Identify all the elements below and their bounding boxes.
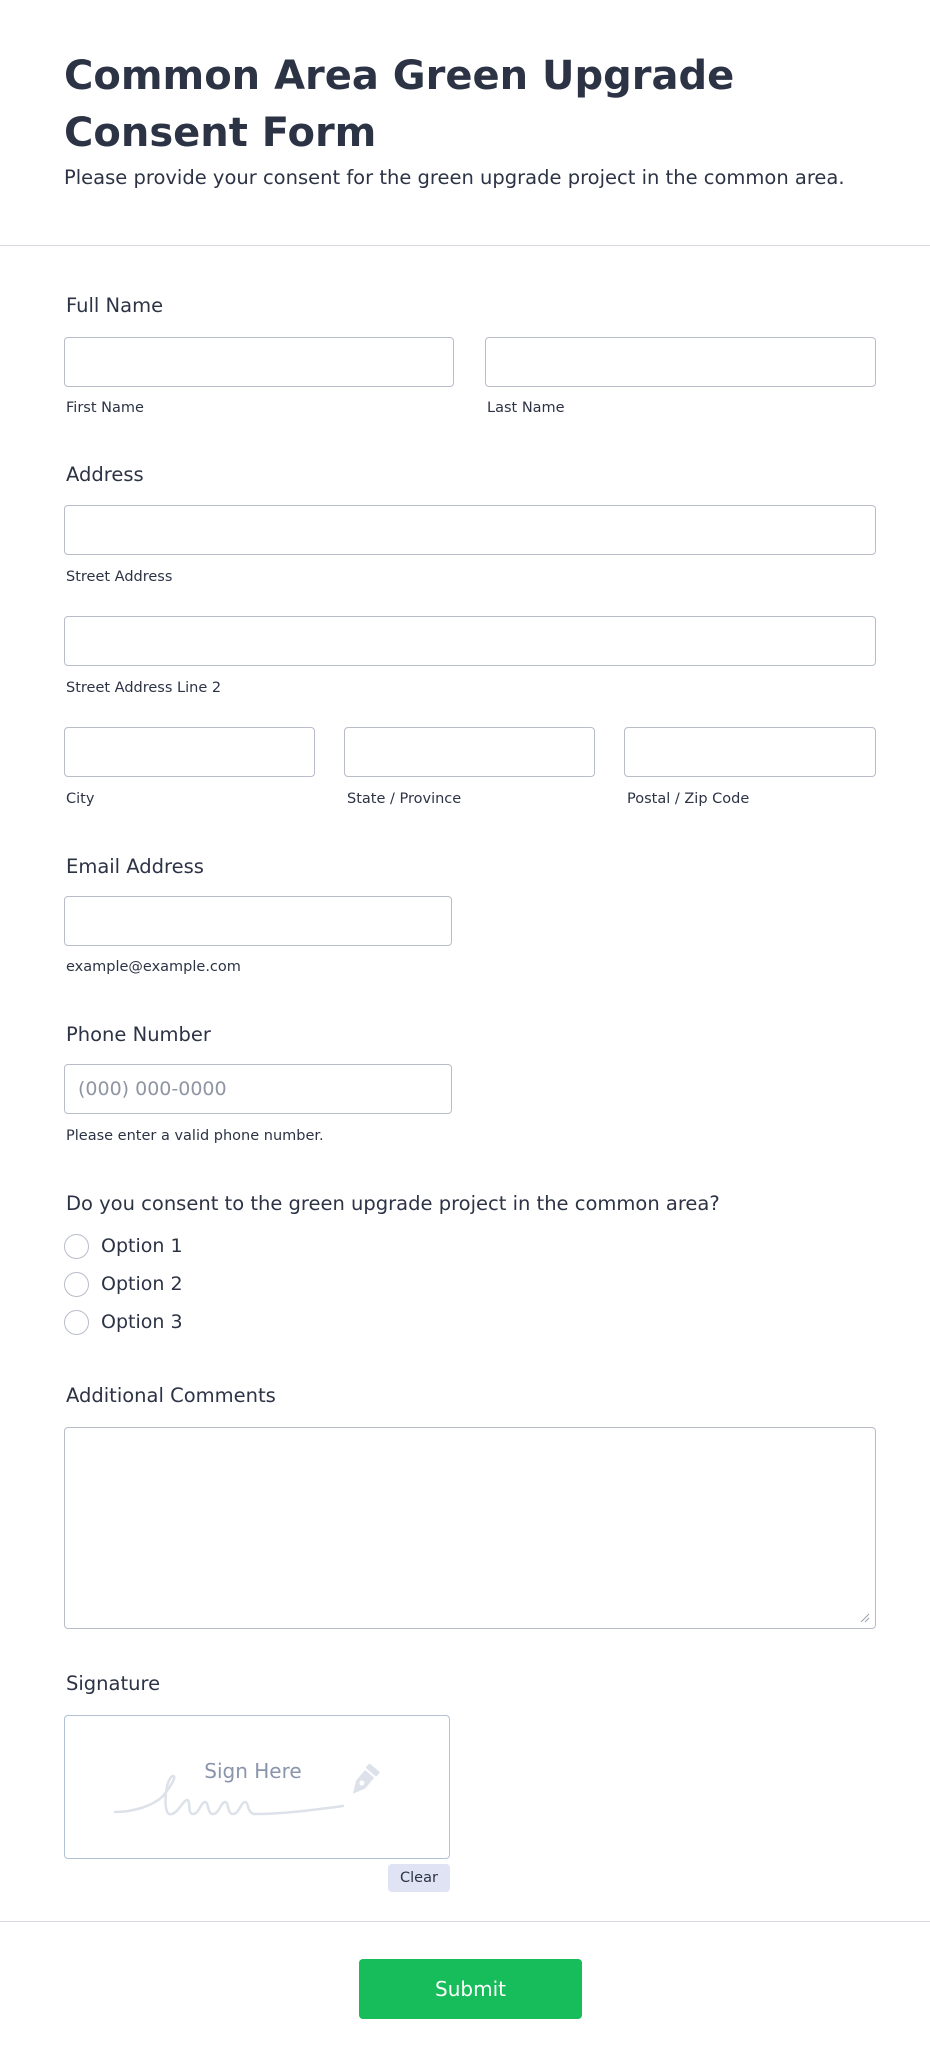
form-header [0,0,930,246]
first-name-input[interactable] [64,337,454,387]
consent-question: Do you consent to the green upgrade project in the common area? [66,1192,720,1215]
radio-label: Option 1 [101,1235,183,1257]
radio-label: Option 2 [101,1273,183,1295]
page-title: Common Area Green Upgrade Consent Form [64,53,735,156]
consent-option-1[interactable] [64,1232,183,1260]
first-name-sublabel: First Name [66,400,144,416]
comments-label: Additional Comments [66,1384,276,1407]
radio-button[interactable] [64,1272,89,1297]
city-input[interactable] [64,727,315,777]
footer-divider [0,1921,930,1922]
page-subtitle: Please provide your consent for the green upgrade project in the common area. [64,166,845,189]
email-hint: example@example.com [66,959,241,975]
zip-sublabel: Postal / Zip Code [627,791,750,807]
phone-input[interactable] [64,1064,452,1114]
radio-button[interactable] [64,1234,89,1259]
street-address-line2-input[interactable] [64,616,876,666]
signature-pad[interactable] [64,1715,450,1859]
radio-label: Option 3 [101,1311,183,1333]
consent-option-2[interactable] [64,1270,183,1298]
street-address-input[interactable] [64,505,876,555]
street-address-line2-sublabel: Street Address Line 2 [66,680,222,696]
clear-signature-button[interactable]: Clear [388,1864,450,1892]
email-label: Email Address [66,855,204,878]
full-name-label: Full Name [66,294,164,317]
last-name-input[interactable] [485,337,876,387]
signature-label: Signature [66,1672,161,1695]
phone-hint: Please enter a valid phone number. [66,1128,324,1144]
city-sublabel: City [66,791,95,807]
submit-button[interactable]: Submit [359,1959,582,2019]
state-input[interactable] [344,727,595,777]
address-label: Address [66,463,144,486]
zip-input[interactable] [624,727,876,777]
consent-option-3[interactable] [64,1308,183,1336]
radio-button[interactable] [64,1310,89,1335]
comments-textarea[interactable] [64,1427,876,1629]
signature-placeholder: Sign Here [204,1759,302,1783]
state-sublabel: State / Province [347,791,462,807]
phone-label: Phone Number [66,1023,211,1046]
resize-grip-icon[interactable] [858,1611,870,1623]
last-name-sublabel: Last Name [487,400,565,416]
street-address-sublabel: Street Address [66,569,173,585]
email-input[interactable] [64,896,452,946]
